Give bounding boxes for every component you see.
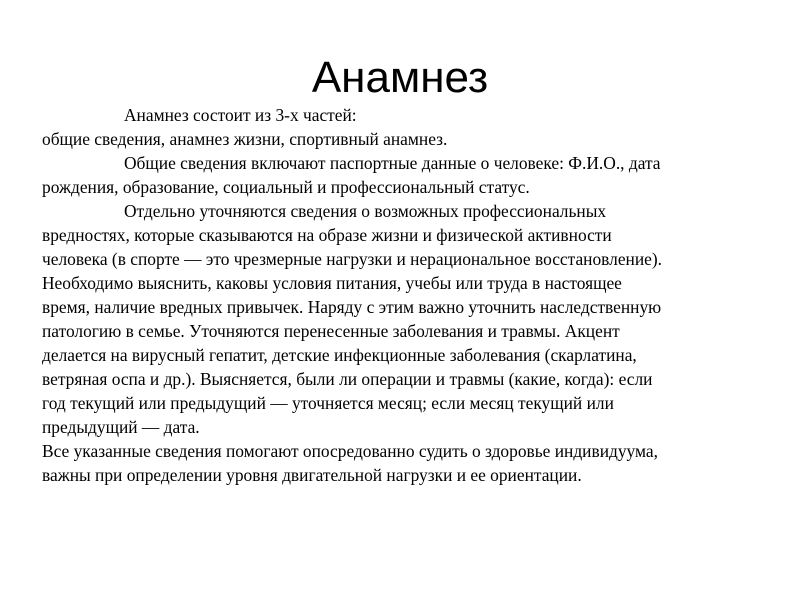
body-line: важны при определении уровня двигательной нагрузки и ее ориентации. — [42, 465, 582, 485]
body-line: вредностях, которые сказываются на образе жизни и физической активности — [42, 225, 612, 245]
slide-title: Анамнез — [311, 53, 489, 102]
body-line: время, наличие вредных привычек. Наряду с этим важно уточнить наследственную — [42, 297, 662, 317]
body-line: Необходимо выяснить, каковы условия питания, учебы или труда в настоящее — [42, 273, 622, 293]
body-line: человека (в спорте — это чрезмерные нагрузки и нерациональное восстановление). — [42, 249, 663, 269]
body-line: Общие сведения включают паспортные данные о человеке: Ф.И.О., дата — [124, 153, 661, 173]
body-line: патологию в семье. Уточняются перенесенные заболевания и травмы. Акцент — [42, 321, 620, 341]
body-line: Отдельно уточняются сведения о возможных профессиональных — [124, 201, 607, 221]
body-line: Анамнез состоит из 3-х частей: — [124, 105, 357, 125]
body-line: рождения, образование, социальный и профессиональный статус. — [42, 177, 530, 197]
body-line: Все указанные сведения помогают опосредованно судить о здоровье индивидуума, — [42, 441, 658, 461]
slide-body-text — [42, 103, 772, 487]
body-line: предыдущий — дата. — [42, 417, 200, 437]
body-line: общие сведения, анамнез жизни, спортивный анамнез. — [42, 129, 448, 149]
body-line: год текущий или предыдущий — уточняется месяц; если месяц текущий или — [42, 393, 614, 413]
body-line: делается на вирусный гепатит, детские инфекционные заболевания (скарлатина, — [42, 345, 637, 365]
body-line: ветряная оспа и др.). Выясняется, были ли операции и травмы (какие, когда): если — [42, 369, 653, 389]
